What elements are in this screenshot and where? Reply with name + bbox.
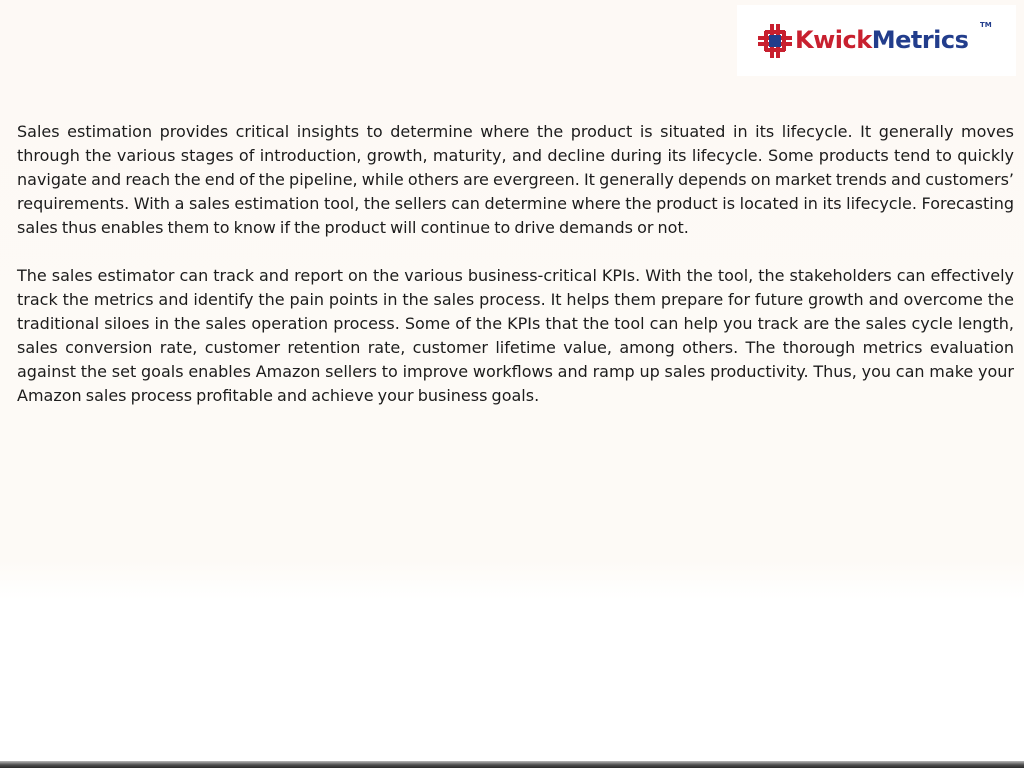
- paragraph-lifecycle: Sales estimation provides critical insights to determine where the product is situated in its lifecycle. It generally moves through the various stages of introduction, growth, maturity, and decline during its lifecycle. Some products tend to quickly navigate and reach the end of the pipeline, while others are evergreen. It generally depends on market trends and customers’ requirements. With a sales estimation tool, the sellers can determine where the product is located in its lifecycle. Forecasting sales thus enables them to know if the product will continue to drive demands or not.: [17, 122, 1014, 237]
- logo-word-metrics: Metrics: [871, 26, 969, 54]
- logo-wordmark: [795, 25, 968, 55]
- paragraph-kpis: The sales estimator can track and report on the various business-critical KPIs. With the tool, the stakeholders can effectively track the metrics and identify the pain points in the sales process. It helps them prepare for future growth and overcome the traditional siloes in the sales operation process. Some of the KPIs that the tool can help you track are the sales cycle length, sales conversion rate, customer retention rate, customer lifetime value, among others. The thorough metrics evaluation against the set goals enables Amazon sellers to improve workflows and ramp up sales productivity. Thus, you can make your Amazon sales process profitable and achieve your business goals.: [17, 266, 1014, 405]
- body-text: [17, 120, 1014, 432]
- trademark-symbol: TM: [980, 21, 992, 29]
- kwickmetrics-logo: [737, 5, 1016, 76]
- logo-word-kwick: Kwick: [795, 26, 872, 54]
- medical-cross-bars-icon: [757, 23, 793, 59]
- bottom-border: [0, 761, 1024, 768]
